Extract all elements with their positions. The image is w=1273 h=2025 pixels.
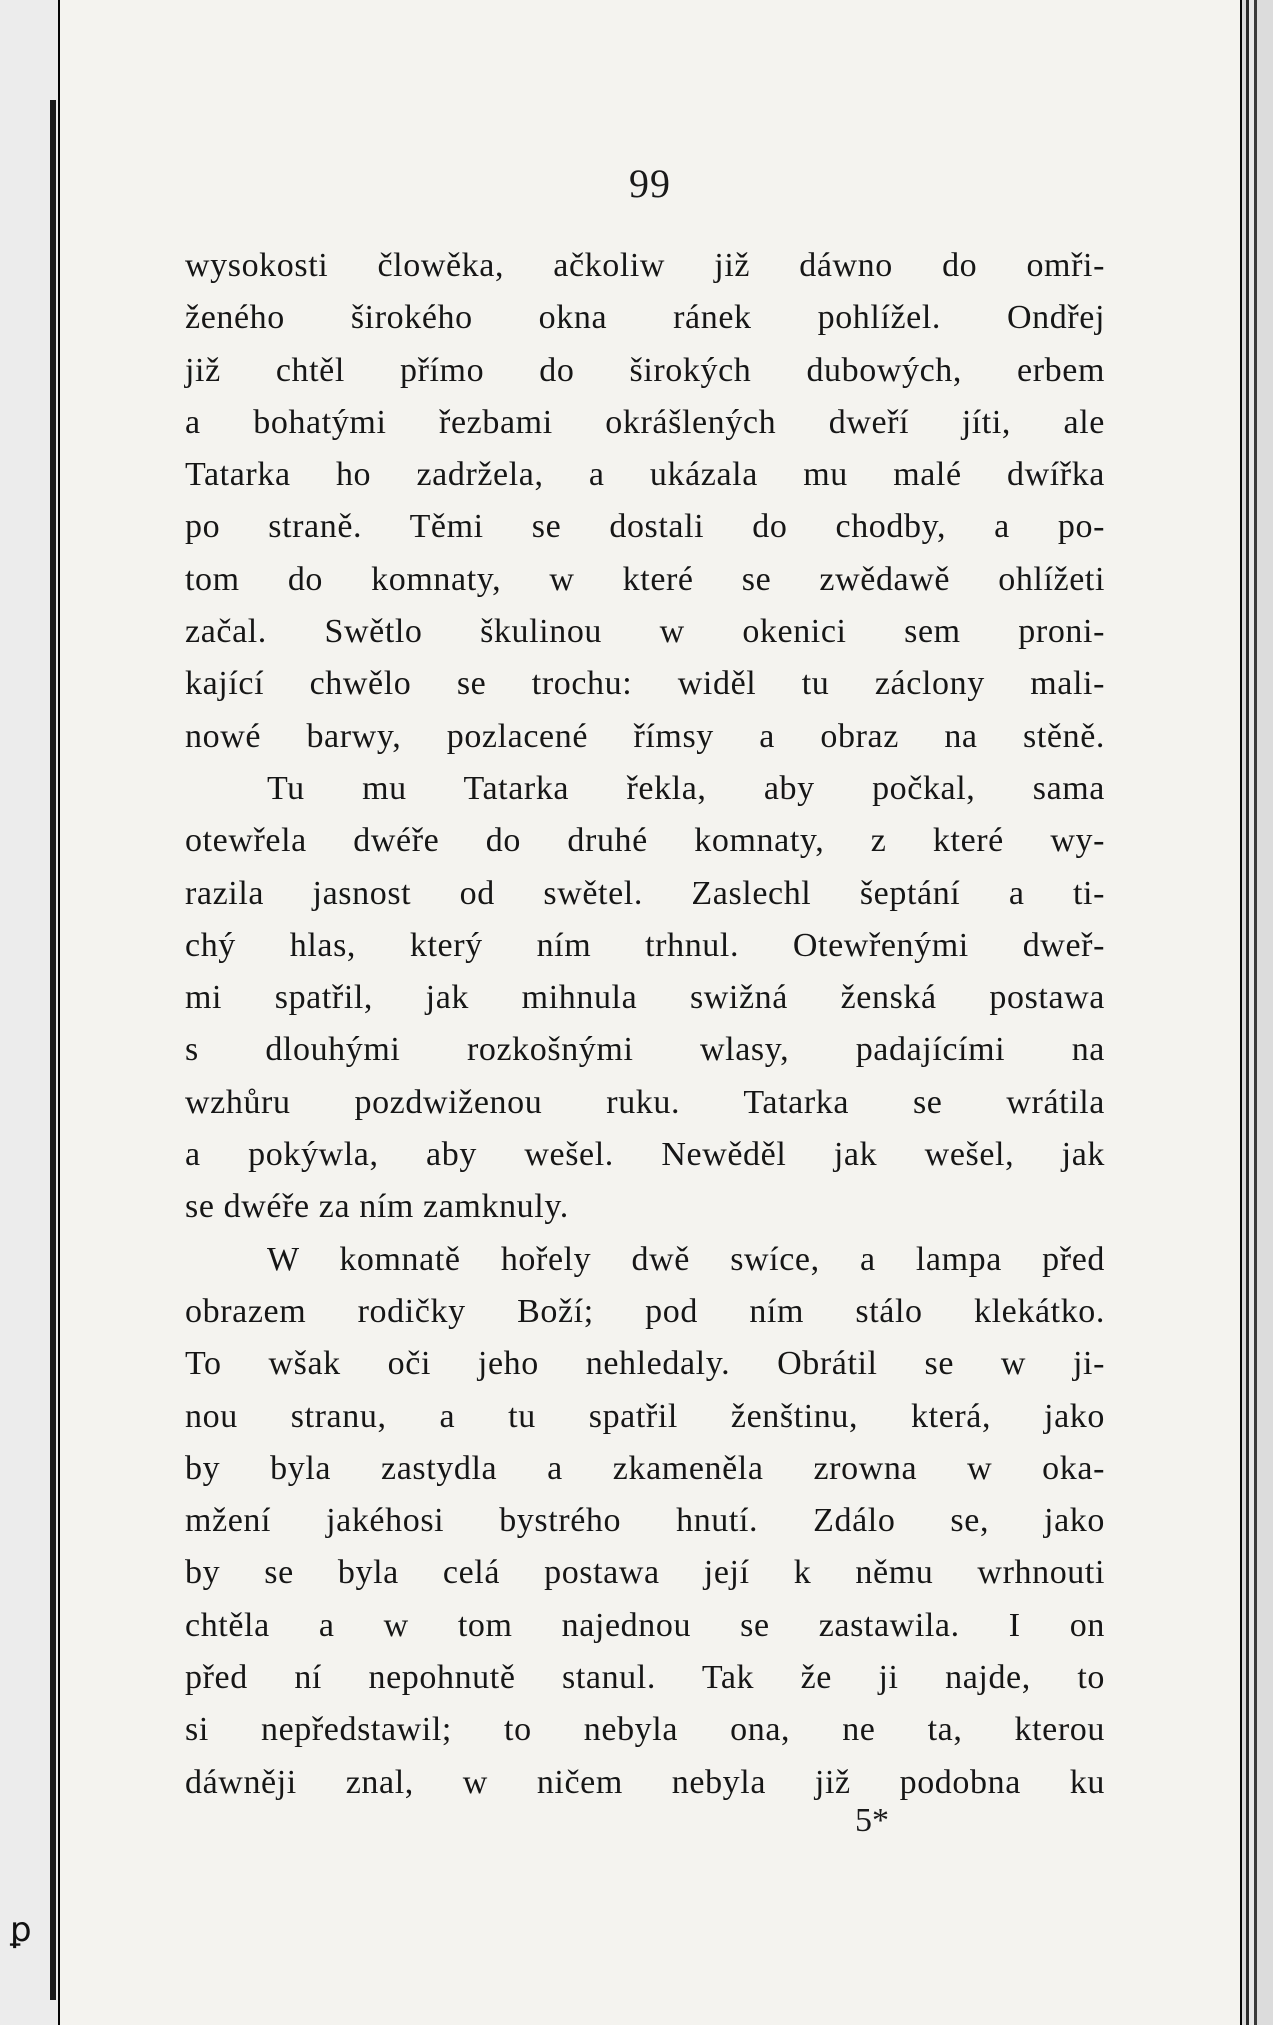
- text-line: před ní nepohnutě stanul. Tak že ji najde, to: [185, 1659, 1105, 1697]
- text-line: razila jasnost od swětel. Zaslechl šeptání a ti-: [185, 874, 1105, 912]
- text-line: si nepředstawil; to nebyla ona, ne ta, kterou: [185, 1711, 1105, 1749]
- text-line: chtěla a w tom najednou se zastawila. I on: [185, 1606, 1105, 1644]
- text-line: ženého širokého okna ránek pohlížel. Ondřej: [185, 299, 1105, 337]
- text-line: chý hlas, který ním trhnul. Otewřenými dweř-: [185, 926, 1105, 964]
- text-line: již chtěl přímo do širokých dubowých, erbem: [185, 351, 1105, 389]
- text-line: nou stranu, a tu spatřil ženštinu, která, jako: [185, 1397, 1105, 1435]
- margin-mark: ꝑ: [10, 1912, 32, 1949]
- book-page: [60, 0, 1240, 2025]
- text-line: mi spatřil, jak mihnula swižná ženská postawa: [185, 979, 1105, 1017]
- text-line: by se byla celá postawa její k němu wrhnouti: [185, 1554, 1105, 1592]
- text-line: Tatarka ho zadržela, a ukázala mu malé dwířka: [185, 456, 1105, 494]
- signature-mark: 5*: [855, 1802, 889, 1839]
- text-line: a pokýwla, aby wešel. Newěděl jak wešel, jak: [185, 1136, 1105, 1174]
- text-line: obrazem rodičky Boží; pod ním stálo klekátko.: [185, 1292, 1105, 1330]
- text-line: wysokosti člowěka, ačkoliw již dáwno do omři-: [185, 247, 1105, 284]
- text-line: po straně. Těmi se dostali do chodby, a po-: [185, 508, 1105, 546]
- text-line: kající chwělo se trochu: widěl tu záclony mali-: [185, 665, 1105, 703]
- page-stack-edge: [1242, 0, 1273, 2025]
- text-line: dáwněji znal, w ničem nebyla již podobna ku: [185, 1763, 1105, 1801]
- text-line: W komnatě hořely dwě swíce, a lampa před: [267, 1240, 1105, 1278]
- text-line: s dlouhými rozkošnými wlasy, padajícími na: [185, 1031, 1105, 1069]
- text-line: wzhůru pozdwiženou ruku. Tatarka se wrátila: [185, 1083, 1105, 1121]
- text-line: by byla zastydla a zkameněla zrowna w oka-: [185, 1449, 1105, 1487]
- text-line: otewřela dwéře do druhé komnaty, z které wy-: [185, 822, 1105, 860]
- text-line: se dwéře za ním zamknuly.: [185, 1188, 569, 1226]
- text-line: To wšak oči jeho nehledaly. Obrátil se w ji-: [185, 1345, 1105, 1383]
- binding-shadow: [50, 100, 56, 2000]
- text-line: Tu mu Tatarka řekla, aby počkal, sama: [267, 769, 1105, 807]
- text-line: nowé barwy, pozlacené římsy a obraz na stěně.: [185, 717, 1105, 755]
- page-number: 99: [629, 161, 671, 206]
- body-text: [185, 240, 1105, 1809]
- text-line: tom do komnaty, w které se zwědawě ohlížeti: [185, 560, 1105, 598]
- text-line: mžení jakéhosi bystrého hnutí. Zdálo se, jako: [185, 1502, 1105, 1540]
- text-line: začal. Swětlo škulinou w okenici sem proni-: [185, 613, 1105, 651]
- text-line: a bohatými řezbami okrášlených dweří jíti, ale: [185, 403, 1105, 441]
